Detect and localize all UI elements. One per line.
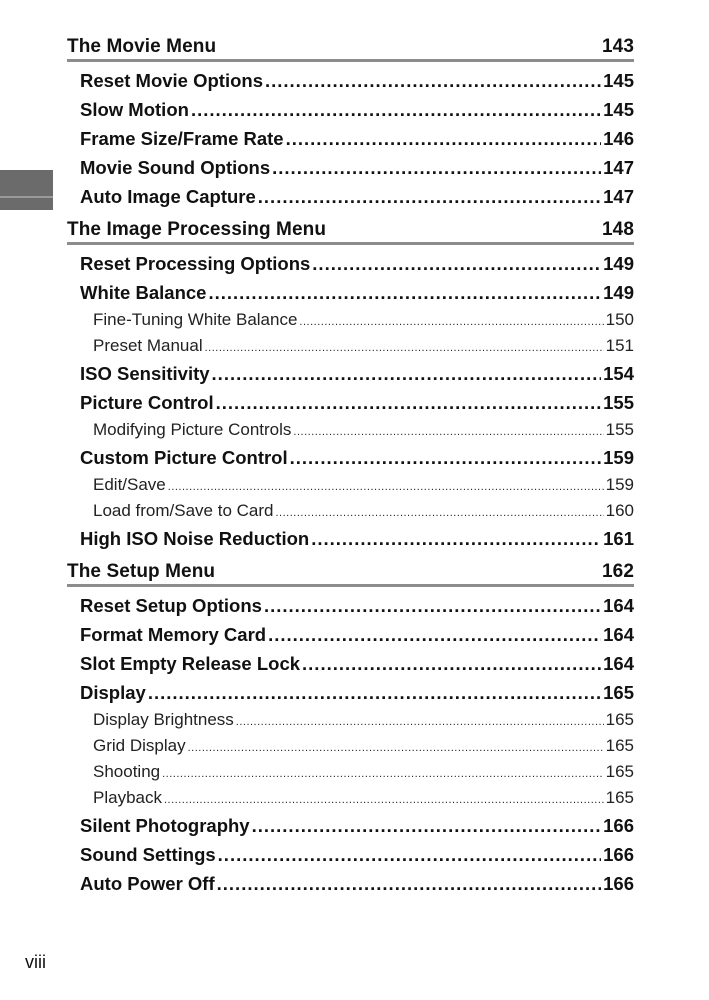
toc-entry[interactable] — [67, 869, 634, 898]
entry-title: Edit/Save — [93, 475, 166, 494]
dot-leader — [168, 474, 604, 500]
entry-title: High ISO Noise Reduction — [80, 528, 310, 549]
toc-subentry[interactable] — [67, 333, 634, 359]
dot-leader — [275, 500, 603, 526]
toc-subentry[interactable] — [67, 759, 634, 785]
dot-leader — [272, 153, 601, 182]
dot-leader — [252, 811, 602, 840]
entry-page-number: 164 — [603, 624, 634, 645]
toc-subentry[interactable] — [67, 417, 634, 443]
toc-entry[interactable] — [67, 443, 634, 472]
toc-subentry[interactable] — [67, 707, 634, 733]
toc-entry[interactable] — [67, 524, 634, 553]
section-header[interactable] — [67, 217, 634, 245]
entry-page-number: 165 — [605, 788, 634, 807]
dot-leader — [164, 787, 604, 813]
entry-title: Playback — [93, 788, 162, 807]
toc-entry[interactable] — [67, 359, 634, 388]
entry-title: Movie Sound Options — [80, 157, 271, 178]
toc-section — [67, 34, 634, 211]
entry-page-number: 160 — [605, 501, 634, 520]
entry-page-number: 166 — [603, 844, 634, 865]
dot-leader — [258, 182, 601, 211]
entry-title: Picture Control — [80, 392, 214, 413]
toc-subentry[interactable] — [67, 785, 634, 811]
entry-page-number: 165 — [605, 736, 634, 755]
dot-leader — [265, 66, 601, 95]
dot-leader — [208, 278, 601, 307]
entry-title: ISO Sensitivity — [80, 363, 210, 384]
entry-title: Shooting — [93, 762, 161, 781]
entry-list — [67, 66, 634, 211]
dot-leader — [264, 591, 601, 620]
page-number: viii — [25, 952, 46, 972]
toc-entry[interactable] — [67, 66, 634, 95]
section-header[interactable] — [67, 34, 634, 62]
toc-entry[interactable] — [67, 124, 634, 153]
section-page-number: 162 — [601, 561, 634, 582]
entry-page-number: 147 — [603, 157, 634, 178]
entry-page-number: 149 — [603, 282, 634, 303]
dot-leader — [286, 124, 602, 153]
entry-page-number: 164 — [603, 653, 634, 674]
toc-subentry[interactable] — [67, 472, 634, 498]
dot-leader — [212, 359, 602, 388]
toc-entry[interactable] — [67, 649, 634, 678]
toc-entry[interactable] — [67, 249, 634, 278]
entry-page-number: 159 — [605, 475, 634, 494]
toc-entry[interactable] — [67, 678, 634, 707]
toc-section — [67, 217, 634, 553]
dot-leader — [205, 335, 604, 361]
toc-entry[interactable] — [67, 153, 634, 182]
entry-list — [67, 591, 634, 898]
entry-title: Reset Movie Options — [80, 70, 263, 91]
toc-subentry[interactable] — [67, 733, 634, 759]
toc-subentry[interactable] — [67, 307, 634, 333]
entry-page-number: 166 — [603, 815, 634, 836]
entry-page-number: 147 — [603, 186, 634, 207]
dot-leader — [302, 649, 601, 678]
dot-leader — [312, 249, 601, 278]
entry-title: Display — [80, 682, 146, 703]
chapter-tab-marker — [0, 170, 53, 210]
entry-page-number: 155 — [605, 420, 634, 439]
entry-list — [67, 249, 634, 553]
dot-leader — [293, 419, 603, 445]
section-title: The Image Processing Menu — [67, 219, 327, 240]
toc-entry[interactable] — [67, 591, 634, 620]
toc-entry[interactable] — [67, 840, 634, 869]
entry-page-number: 165 — [603, 682, 634, 703]
dot-leader — [216, 388, 602, 417]
dot-leader — [218, 840, 601, 869]
toc-section — [67, 559, 634, 898]
section-page-number: 148 — [601, 219, 634, 240]
entry-title: Frame Size/Frame Rate — [80, 128, 284, 149]
entry-page-number: 151 — [605, 336, 634, 355]
dot-leader — [290, 443, 602, 472]
entry-title: Custom Picture Control — [80, 447, 288, 468]
dot-leader — [311, 524, 601, 553]
entry-page-number: 146 — [603, 128, 634, 149]
entry-title: White Balance — [80, 282, 207, 303]
dot-leader — [268, 620, 601, 649]
section-title: The Setup Menu — [67, 561, 216, 582]
entry-title: Reset Processing Options — [80, 253, 311, 274]
entry-title: Grid Display — [93, 736, 186, 755]
entry-page-number: 145 — [603, 70, 634, 91]
dot-leader — [188, 735, 604, 761]
entry-title: Reset Setup Options — [80, 595, 262, 616]
dot-leader — [162, 761, 604, 787]
entry-page-number: 164 — [603, 595, 634, 616]
toc-subentry[interactable] — [67, 498, 634, 524]
entry-title: Modifying Picture Controls — [93, 420, 292, 439]
entry-page-number: 165 — [605, 762, 634, 781]
dot-leader — [148, 678, 601, 707]
dot-leader — [236, 709, 604, 735]
entry-title: Preset Manual — [93, 336, 203, 355]
toc-entry[interactable] — [67, 620, 634, 649]
toc-entry[interactable] — [67, 278, 634, 307]
dot-leader — [299, 309, 603, 335]
entry-page-number: 165 — [605, 710, 634, 729]
entry-title: Silent Photography — [80, 815, 250, 836]
dot-leader — [191, 95, 601, 124]
entry-page-number: 150 — [605, 310, 634, 329]
entry-title: Auto Image Capture — [80, 186, 256, 207]
entry-title: Slow Motion — [80, 99, 189, 120]
toc-entry[interactable] — [67, 811, 634, 840]
section-header[interactable] — [67, 559, 634, 587]
entry-title: Load from/Save to Card — [93, 501, 274, 520]
entry-page-number: 159 — [603, 447, 634, 468]
entry-title: Slot Empty Release Lock — [80, 653, 301, 674]
entry-page-number: 161 — [603, 528, 634, 549]
entry-page-number: 154 — [603, 363, 634, 384]
section-page-number: 143 — [601, 36, 634, 57]
entry-title: Sound Settings — [80, 844, 216, 865]
entry-title: Auto Power Off — [80, 873, 215, 894]
entry-page-number: 145 — [603, 99, 634, 120]
table-of-contents — [67, 34, 634, 904]
entry-title: Format Memory Card — [80, 624, 267, 645]
section-title: The Movie Menu — [67, 36, 217, 57]
entry-title: Fine-Tuning White Balance — [93, 310, 298, 329]
dot-leader — [217, 869, 601, 898]
entry-title: Display Brightness — [93, 710, 234, 729]
entry-page-number: 155 — [603, 392, 634, 413]
entry-page-number: 166 — [603, 873, 634, 894]
toc-entry[interactable] — [67, 95, 634, 124]
toc-entry[interactable] — [67, 182, 634, 211]
toc-entry[interactable] — [67, 388, 634, 417]
entry-page-number: 149 — [603, 253, 634, 274]
